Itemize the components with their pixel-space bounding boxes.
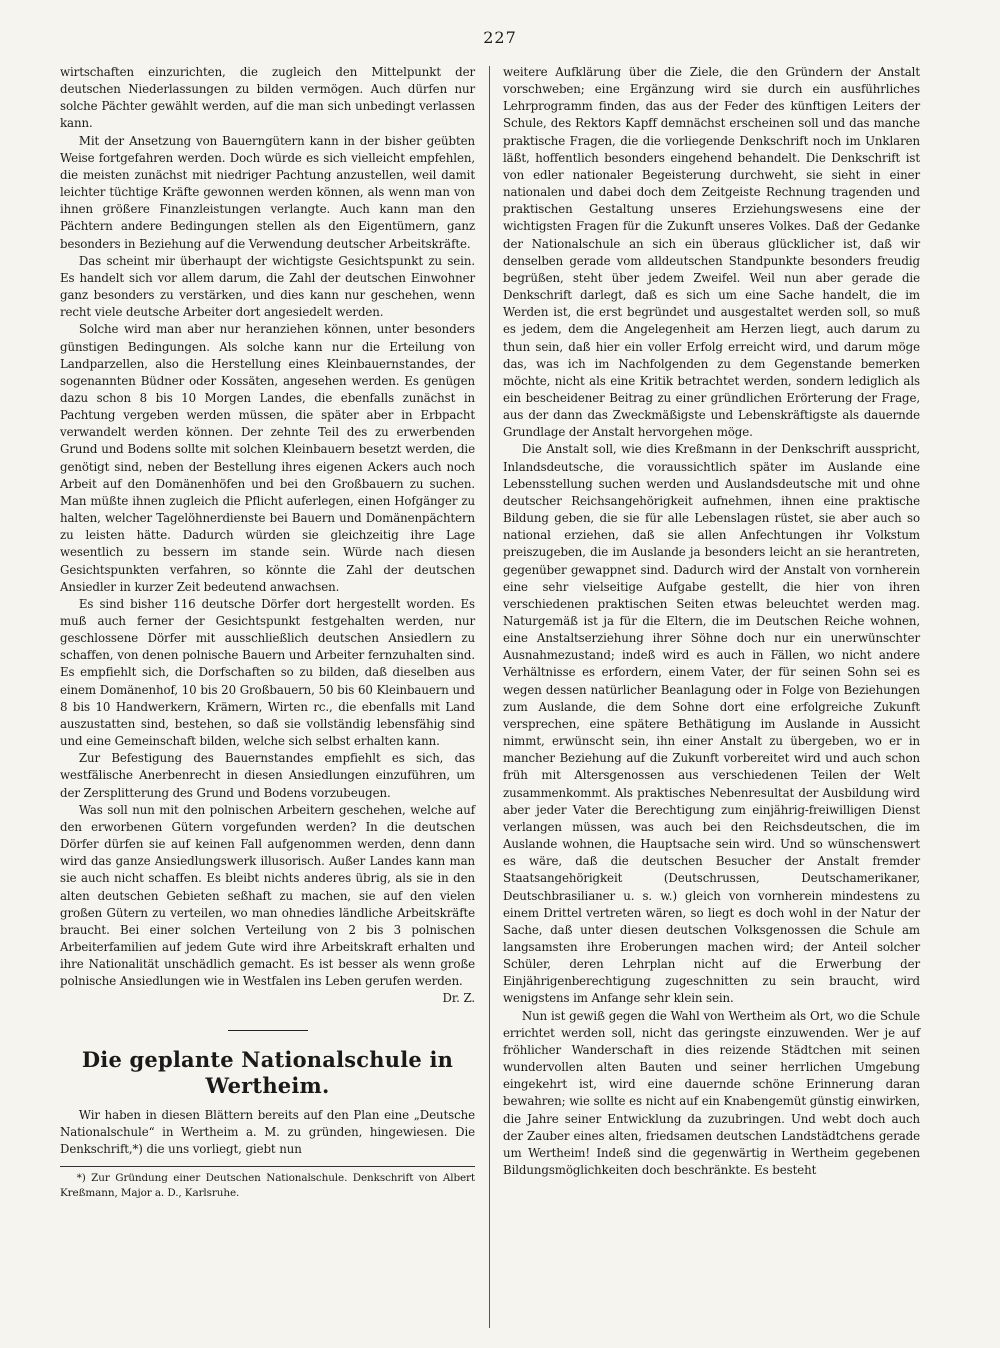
paragraph: Was soll nun mit den polnischen Arbeitern geschehen, welche auf den erworbenen Gütern vorgefunden werden? In die deutschen Dörfer dürfen sie auf keinen Fall aufgenommen werden, denn dann wird das ganze Ansiedlungswerk illusorisch. Außer Landes kann man sie auch nicht schaffen. Es bleibt nichts anderes übrig, als sie in den alten deutschen Gebieten seßhaft zu machen, sie auf den vielen großen Gütern zu verteilen, wo man ohnedies ländliche Arbeitskräfte braucht. Bei einer solchen Verteilung von 2 bis 3 polnischen Arbeiterfamilien auf jedem Gute wird ihre Arbeitskraft erhalten und ihre Nationalität unschädlich gemacht. Es ist besser als wenn große polnische Ansiedlungen wie in Westfalen ins Leben gerufen werden.: [60, 802, 475, 989]
paragraph: wirtschaften einzurichten, die zugleich den Mittelpunkt der deutschen Niederlassungen zu bilden vermögen. Auch dürfen nur solche Pächter gewählt werden, auf die man sich unbedingt verlassen kann.: [60, 65, 475, 131]
right-column: [503, 64, 920, 1179]
author-signature: Dr. Z.: [442, 991, 475, 1006]
paragraph: Solche wird man aber nur heranziehen können, unter besonders günstigen Bedingungen. Als solche kann nur die Erteilung von Landparzellen, also die Herstellung eines Kleinbauernstandes, der sogenannten Büdner oder Kossäten, angesehen werden. Es genügen dazu schon 8 bis 10 Morgen Landes, die ebenfalls zunächst in Pachtung vergeben werden müssen, die später aber in Erbpacht verwandelt werden können. Der zehnte Teil des zu erwerbenden Grund und Bodens sollte mit solchen Kleinbauern besetzt werden, die genötigt sind, neben der Bestellung ihres eigenen Ackers auch noch Arbeit auf den Domänenhöfen und bei den Großbauern zu suchen. Man müßte ihnen zugleich die Pflicht auferlegen, einen Hofgänger zu halten, welcher Tagelöhnerdienste bei Bauern und Domänenpächtern zu leisten hätte. Dadurch würden sie gleichzeitig ihre Lage wesentlich zu bessern im stande sein. Würde nach diesen Gesichtspunkten verfahren, so könnte die Zahl der deutschen Ansiedler in kurzer Zeit bedeutend anwachsen.: [60, 322, 475, 594]
paragraph: Zur Befestigung des Bauernstandes empfiehlt es sich, das westfälische Anerbenrecht in diesen Ansiedlungen einzuführen, um der Zersplitterung des Grund und Bodens vorzubeugen.: [60, 751, 475, 800]
paragraph: Die Anstalt soll, wie dies Kreßmann in der Denkschrift ausspricht, Inlandsdeutsche, die voraussichtlich später im Auslande eine Lebensstellung suchen werden und Auslandsdeutsche mit und ohne deutscher Reichsangehörigkeit aufnehmen, ihnen eine praktische Bildung geben, die sie für alle Lebenslagen rüstet, sie aber auch so national erziehen, daß sie allen Anfechtungen ihr Volkstum preiszugeben, die im Auslande ja besonders leicht an sie herantreten, gegenüber gewappnet sind. Dadurch wird der Anstalt von vornherein eine sehr vielseitige Aufgabe gestellt, die hier von ihren verschiedenen praktischen Seiten etwas beleuchtet werden mag. Naturgemäß ist ja für die Eltern, die im Deutschen Reiche wohnen, eine Anstaltserziehung ihrer Söhne doch nur ein unerwünschter Ausnahmezustand; indeß wird es auch in Fällen, wo nicht andere Verhältnisse es erfordern, einem Vater, der für seinen Sohn sei es wegen dessen natürlicher Beanlagung oder in Folge von Beziehungen zum Auslande, die dem Sohne dort eine erfolgreiche Zukunft versprechen, eine spätere Bethätigung im Auslande in Aussicht nimmt, erwünscht sein, ihn einer Anstalt zu übergeben, wo er in mancher Beziehung auf die Zukunft vorbereitet wird und auch schon früh mit Altersgenossen aus verschiedenen Teilen der Welt zusammenkommt. Als praktisches Nebenresultat der Ausbildung wird aber jeder Vater die Berechtigung zum einjährig-freiwilligen Dienst verlangen müssen, was auch bei den Reichsdeutschen, die im Auslande wohnen, die Hauptsache sein wird. Und so wünschenswert es wäre, daß die deutschen Besucher der Anstalt fremder Staatsangehörigkeit (Deutschrussen, Deutschamerikaner, Deutschbrasilianer u. s. w.) gleich von vornherein mindestens zu einem Drittel vertreten wären, so liegt es doch wohl in der Natur der Sache, daß unter diesen deutschen Volksgenossen die Schule am langsamsten ihre Eroberungen machen wird; der Anteil solcher Schüler, deren Lehrplan nicht auf die Erwerbung der Einjährigenberechtigung zugeschnitten zu sein braucht, wird wenigstens im Anfange sehr klein sein.: [503, 442, 920, 1006]
paragraph: Mit der Ansetzung von Bauerngütern kann in der bisher geübten Weise fortgefahren werden. Doch würde es sich vielleicht empfehlen, die meisten zunächst mit niedriger Pachtung anzustellen, weil damit leichter tüchtige Kräfte gewonnen werden können, als wenn man von ihnen größere Finanzleistungen verlangte. Auch kann man den Pächtern andere Bedingungen stellen als den Eigentümern, ganz besonders in Beziehung auf die Verwendung deutscher Arbeitskräfte.: [60, 133, 475, 251]
footnote: *) Zur Gründung einer Deutschen Nationalschule. Denkschrift von Albert Kreßmann, Major a. D., Karlsruhe.: [60, 1172, 475, 1200]
left-column: [60, 64, 475, 1201]
paragraph: weitere Aufklärung über die Ziele, die den Gründern der Anstalt vorschweben; eine Ergänzung wird sie durch ein ausführliches Lehrprogramm finden, das aus der Feder des künftigen Leiters der Schule, des Rektors Kapff demnächst erscheinen soll und das manche praktische Fragen, die die vorliegende Denkschrift noch im Unklaren läßt, hoffentlich besonders eingehend behandelt. Die Denkschrift ist von edler nationaler Begeisterung durchweht, sie sieht in einer nationalen und dabei doch dem Zeitgeiste Rechnung tragenden und praktischen Gestaltung unseres Erziehungswesens eine der wichtigsten Fragen für die Zukunft unseres Volkes. Daß der Gedanke der Nationalschule an sich ein überaus glücklicher ist, daß wir denselben gerade vom alldeutschen Standpunkte besonders freudig begrüßen, steht über jedem Zweifel. Weil nun aber gerade die Denkschrift darlegt, daß es sich um eine Sache handelt, die im Werden ist, die erst begründet und ausgestaltet werden soll, so muß es jedem, dem die Angelegenheit am Herzen liegt, auch darum zu thun sein, daß hier ein voller Erfolg erreicht wird, und darum möge das, was ich im Nachfolgenden zu dem Gegenstande bemerken möchte, nicht als eine Kritik betrachtet werden, sondern lediglich als ein bescheidener Beitrag zu einer gründlichen Erörterung der Frage, aus der dann das Zweckmäßigste und Lebenskräftigste als dauernde Grundlage der Anstalt hervorgehen möge.: [503, 65, 920, 440]
page-number: 227: [483, 28, 517, 47]
paragraph: Nun ist gewiß gegen die Wahl von Wertheim als Ort, wo die Schule errichtet werden soll, nicht das geringste einzuwenden. Wer je auf fröhlicher Wanderschaft in dies reizende Städtchen mit seinen wundervollen alten Bauten und seiner herrlichen Umgebung eingekehrt ist, wird eine dauernde schöne Erinnerung daran bewahren; wie sollte es nicht auf ein Knabengemüt günstig einwirken, die Jahre seiner Entwicklung da zuzubringen. Und webt doch auch der Zauber eines alten, friedsamen deutschen Landstädtchens gerade um Wertheim! Indeß sind die gegenwärtig in Wertheim gegebenen Bildungsmöglichkeiten doch beschränkte. Es besteht: [503, 1008, 920, 1177]
column-divider: [489, 66, 490, 1328]
paragraph: Das scheint mir überhaupt der wichtigste Gesichtspunkt zu sein. Es handelt sich vor allem darum, die Zahl der deutschen Einwohner ganz besonders zu verstärken, und dies kann nur geschehen, wenn recht viele deutsche Arbeiter dort angesiedelt werden.: [60, 253, 475, 320]
section-divider: [228, 1030, 308, 1031]
paragraph: Wir haben in diesen Blättern bereits auf den Plan eine „Deutsche Nationalschule“ in Wertheim a. M. zu gründen, hingewiesen. Die Denkschrift,*) die uns vorliegt, giebt nun: [60, 1107, 475, 1156]
paragraph: Es sind bisher 116 deutsche Dörfer dort hergestellt worden. Es muß auch ferner der Gesichtspunkt festgehalten werden, nur geschlossene Dörfer mit ausschließlich deutschen Ansiedlern zu schaffen, von denen polnische Bauern und Arbeiter fernzuhalten sind. Es empfiehlt sich, die Dorfschaften so zu bilden, daß dieselben aus einem Domänenhof, 10 bis 20 Großbauern, 50 bis 60 Kleinbauern und 8 bis 10 Handwerkern, Krämern, Wirten rc., die ebenfalls mit Land auszustatten sind, bestehen, so daß sie vollständig lebensfähig sind und eine Gemeinschaft bilden, welche sich selbst erhalten kann.: [60, 596, 475, 749]
footnote-divider: [60, 1166, 475, 1167]
article-title: Die geplante Nationalschule in Wertheim.: [81, 1046, 454, 1098]
